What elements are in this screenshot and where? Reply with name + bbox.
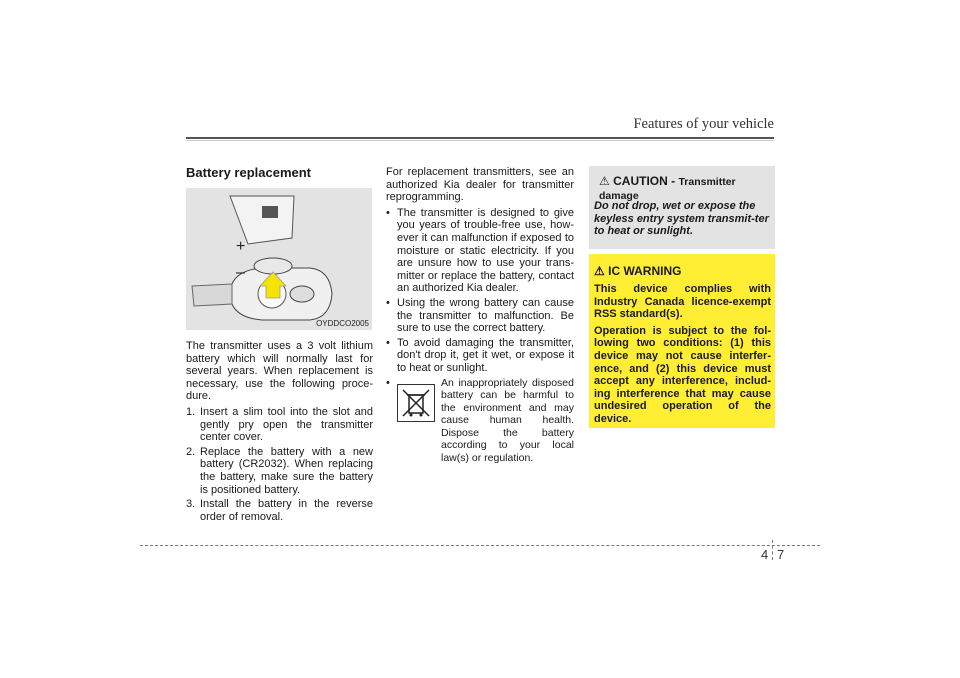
section-title: Battery replacement xyxy=(186,165,311,180)
warning-title: IC WARNING xyxy=(608,264,682,278)
figure-code: OYDDCO2005 xyxy=(316,319,369,328)
list-item: • Using the wrong battery can cause the transmitter to malfunction. Be sure to use the correct battery. xyxy=(386,296,574,335)
ic-warning-box xyxy=(589,254,775,428)
header-rule xyxy=(186,137,774,139)
warning-heading xyxy=(594,264,681,278)
caution-text: Do not drop, wet or expose the keyless entry system transmit-ter to heat or sunlight. xyxy=(594,200,769,238)
list-item xyxy=(386,377,574,465)
chapter-number: 4 xyxy=(761,547,769,562)
caution-box xyxy=(589,166,775,249)
key-fob-figure xyxy=(186,188,372,330)
bullet-icon: • xyxy=(386,336,390,349)
list-item: 1. Insert a slim tool into the slot and gently pry open the transmitter center cover. xyxy=(186,405,373,444)
column-2 xyxy=(386,166,574,467)
page-header-title: Features of your vehicle xyxy=(633,116,774,132)
list-item: • The transmitter is designed to give you years of trouble-free use, how-ever it can malfunction if exposed to moisture or static electricity. If you are unsure how to use your trans-mitter or replace the battery, contact an authorized Kia dealer. xyxy=(386,206,574,295)
bullet-icon: • xyxy=(386,376,390,389)
bullet-icon: • xyxy=(386,206,390,219)
header-rule-shadow xyxy=(186,140,774,141)
list-item: 2. Replace the battery with a new battery (CR2032). When replacing the battery, make sure the battery is positioned battery. xyxy=(186,445,373,496)
warning-paragraph: Operation is subject to the fol-lowing two conditions: (1) this device may not cause interfer-ence, and (2) this device must accept any interference, includ-ing interference that may cause undesired operation of the device. xyxy=(594,324,771,425)
list-item: 3. Install the battery in the reverse order of removal. xyxy=(186,498,373,523)
recycle-bin-icon xyxy=(397,384,435,422)
caution-subject: Transmitter damage xyxy=(599,176,736,202)
column-1 xyxy=(186,340,373,525)
minus-label: – xyxy=(236,264,245,281)
key-body xyxy=(192,268,332,320)
bullet-icon: • xyxy=(386,296,390,309)
plus-label: + xyxy=(236,238,246,255)
dealer-paragraph: For replacement transmitters, see an authorized Kia dealer for transmitter reprogramming. xyxy=(386,166,574,204)
footer-divider xyxy=(772,540,773,560)
key-fob-illustration xyxy=(186,188,372,330)
disposal-note: An inappropriately disposed battery can be harmful to the environment and may cause human health. Dispose the battery according to your local law(s) or regulation. xyxy=(441,376,574,465)
page-number: 7 xyxy=(777,547,785,562)
caution-label: CAUTION - xyxy=(613,174,676,188)
footer-rule xyxy=(140,545,820,546)
warning-text xyxy=(594,283,771,430)
intro-paragraph: The transmitter uses a 3 volt lithium battery which will normally last for several years. When replacement is necessary, use the following proce-dure. xyxy=(186,340,373,403)
caution-heading xyxy=(599,174,769,202)
transmitter-cover xyxy=(230,196,294,244)
warning-triangle-icon: ⚠ xyxy=(599,174,610,188)
warning-triangle-icon: ⚠ xyxy=(594,264,605,278)
list-item: • To avoid damaging the transmitter, don't drop it, get it wet, or expose it to heat or sunlight. xyxy=(386,336,574,374)
warning-paragraph: This device complies with Industry Canada licence-exempt RSS standard(s). xyxy=(594,283,771,321)
